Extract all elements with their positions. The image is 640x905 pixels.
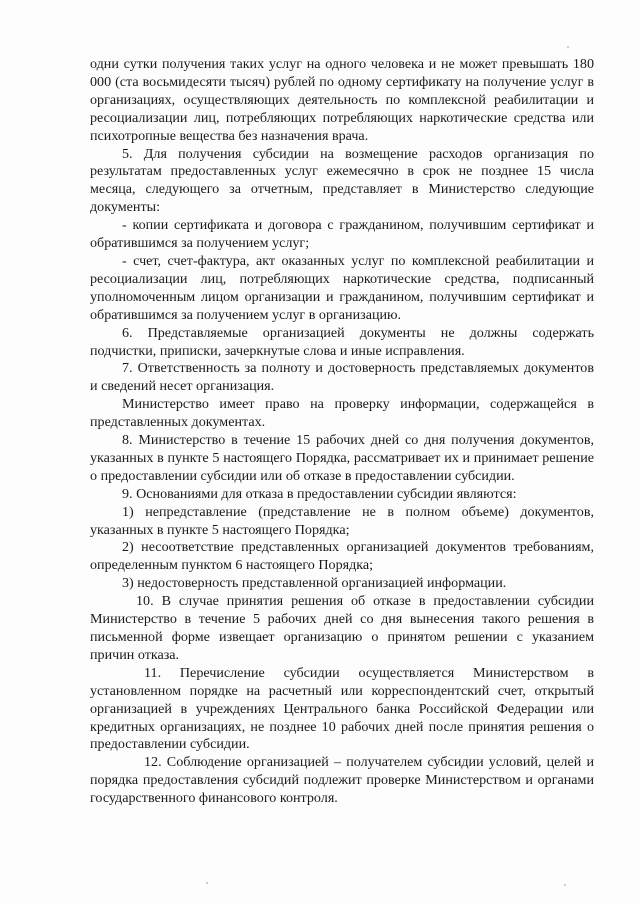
paragraph-p7-2: Министерство имеет право на проверку информации, содержащейся в представленных документах. (90, 396, 594, 431)
paragraph-p8: 8. Министерство в течение 15 рабочих дней со дня получения документов, указанных в пункте 5 настоящего Порядка, рассматривает их и принимает решение о предоставлении субсидии или об отказе в предоставлении субсидии. (90, 432, 594, 484)
paragraph-p9: 9. Основаниями для отказа в предоставлении субсидии являются: (122, 485, 517, 502)
paragraph-p11: 11. Перечисление субсидии осуществляется Министерством в установленном порядке на расчетный или корреспондентский счет, открытый организацией в учреждениях Центрального банка Российской Федерации или кредитных организациях, не позднее 10 рабочих дней после принятия решения о предоставлении субсидии. (90, 664, 594, 753)
scan-speck (564, 884, 566, 886)
paragraph-p9-1: 1) непредставление (представление не в полном объеме) документов, указанных в пункте 5 настоящего Порядка; (90, 503, 594, 538)
paragraph-p9-2: 2) несоответствие представленных организацией документов требованиям, определенным пунктом 6 настоящего Порядка; (90, 539, 594, 574)
paragraph-p12: 12. Соблюдение организацией – получателем субсидии условий, целей и порядка предоставления субсидий подлежит проверке Министерством и органами государственного финансового контроля. (90, 754, 594, 807)
scan-speck (206, 882, 208, 884)
scan-speck (567, 46, 569, 48)
paragraph-p5-2: - счет, счет-фактура, акт оказанных услуг по комплексной реабилитации и ресоциализации лиц, потребляющих наркотические средства, подписанный уполномоченным лицом организации и гражданином, получившим сертификат и обратившимся за получением услуг в организацию. (90, 252, 594, 323)
paragraph-p-cont: одни сутки получения таких услуг на одного человека и не может превышать 180 000 (ста восьмидесяти тысяч) рублей по одному сертификату на получение услуг в организациях, осуществляющих деятельность по комплексной реабилитации и ресоциализации лиц, потребляющих потребляющих наркотические средства или психотропные вещества без назначения врача. (90, 56, 594, 144)
paragraph-p7: 7. Ответственность за полноту и достоверность представляемых документов и сведений несет организация. (90, 360, 594, 395)
paragraph-p5: 5. Для получения субсидии на возмещение расходов организация по результатам предоставленных услуг ежемесячно в срок не позднее 15 числа месяца, следующего за отчетным, представляет в Министерство следующие документы: (90, 145, 594, 216)
paragraph-p10: 10. В случае принятия решения об отказе в предоставлении субсидии Министерство в течение 5 рабочих дней со дня вынесения такого решения в письменной форме извещает организацию о принятом решении с указанием причин отказа. (90, 593, 594, 663)
document-page (90, 56, 594, 808)
paragraph-p5-1: - копии сертификата и договора с гражданином, получившим сертификат и обратившимся за получением услуг; (90, 217, 594, 252)
paragraph-p9-3: 3) недостоверность представленной организацией информации. (122, 575, 507, 592)
paragraph-p6: 6. Представляемые организацией документы не должны содержать подчистки, приписки, зачеркнутые слова и иные исправления. (90, 324, 594, 359)
